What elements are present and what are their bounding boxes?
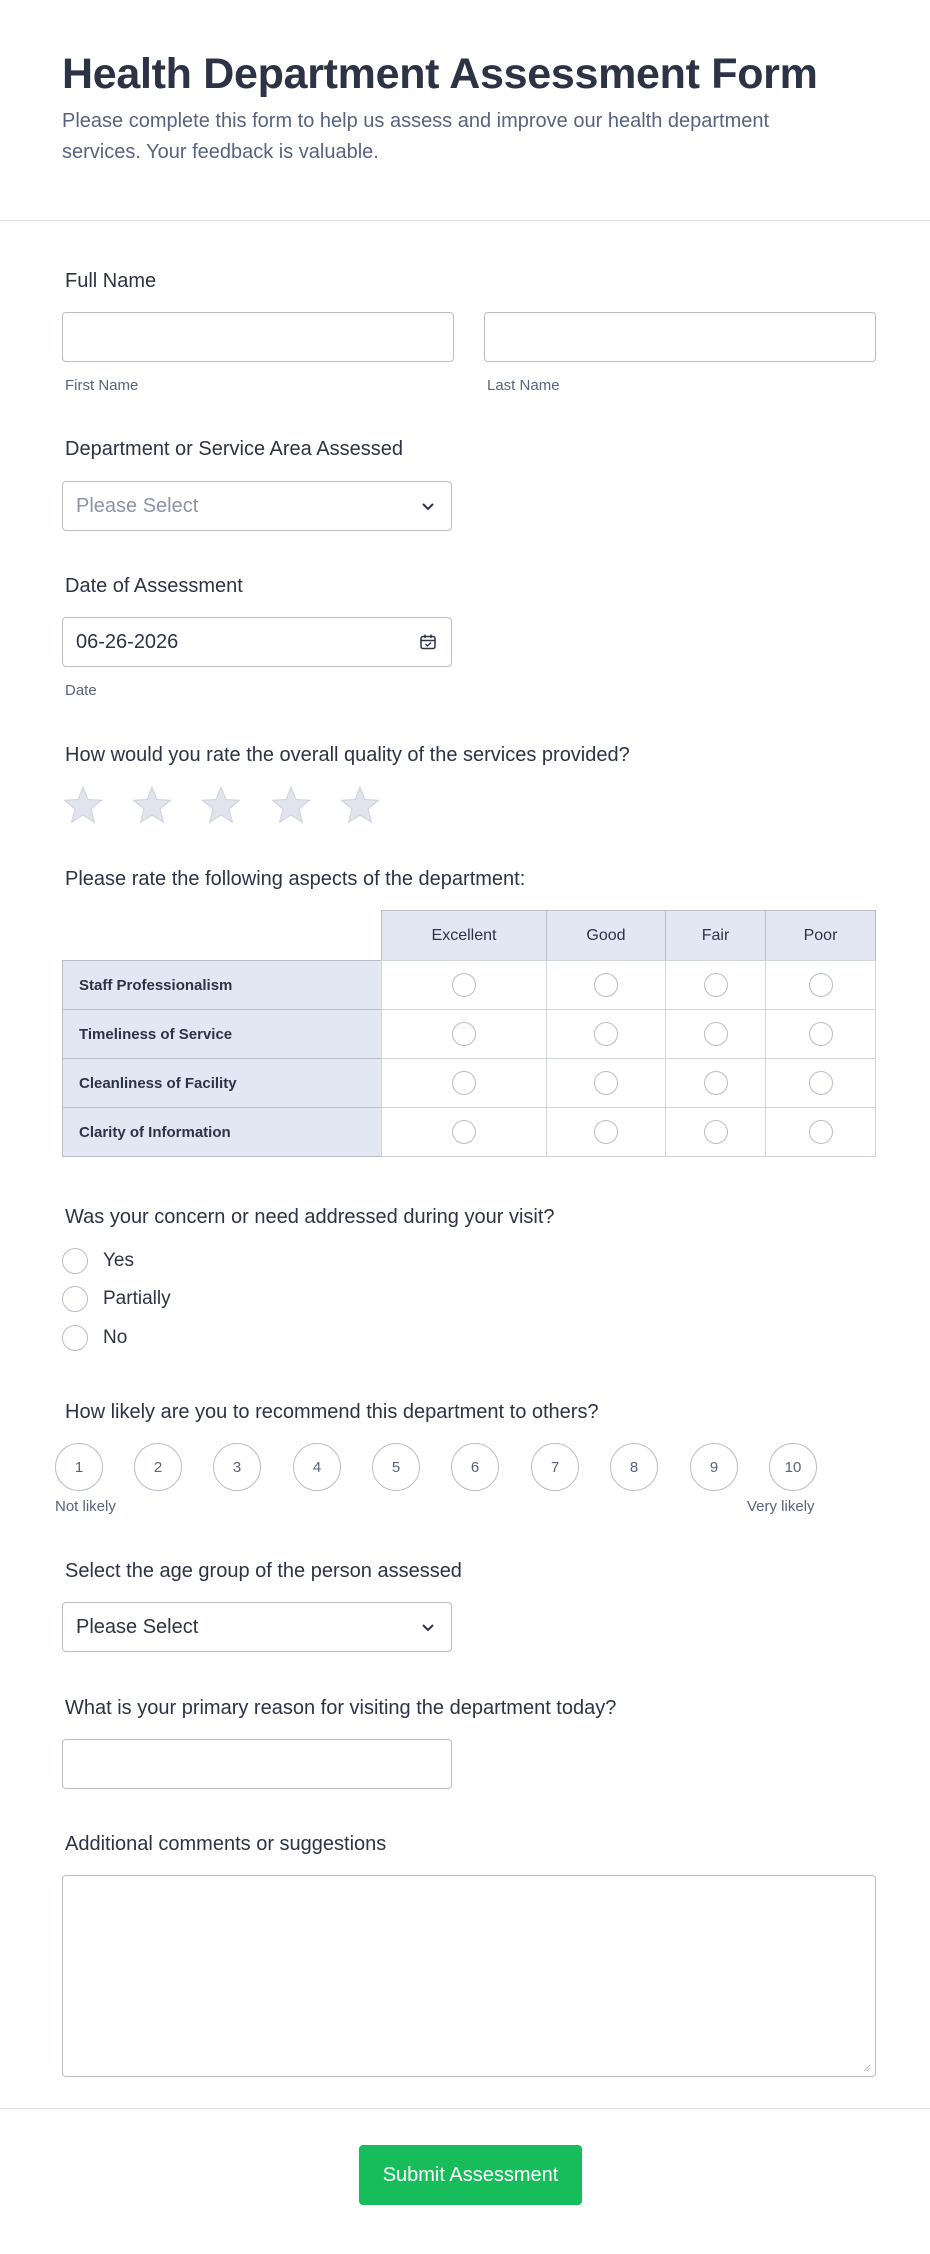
comments-label: Additional comments or suggestions: [65, 1833, 387, 1855]
comments-textarea[interactable]: [62, 1875, 876, 2077]
matrix-cell: [665, 1058, 766, 1108]
matrix-radio[interactable]: [704, 1120, 728, 1144]
submit-button[interactable]: Submit Assessment: [359, 2145, 582, 2205]
matrix-col-fair: Fair: [665, 910, 766, 961]
star-icon-5[interactable]: [339, 784, 381, 826]
resize-handle-icon[interactable]: [861, 2062, 871, 2072]
matrix-radio[interactable]: [809, 1071, 833, 1095]
matrix-cell: [381, 960, 547, 1010]
matrix-radio[interactable]: [704, 973, 728, 997]
form-subtitle: Please complete this form to help us assess and improve our health department services. Your feedback is valuable.: [62, 110, 770, 163]
radio-button[interactable]: [62, 1325, 88, 1351]
star-icon-1[interactable]: [62, 784, 104, 826]
matrix-cell: [665, 960, 766, 1010]
scale-option-3[interactable]: 3: [213, 1443, 261, 1491]
matrix-col-poor: Poor: [765, 910, 876, 961]
matrix-radio[interactable]: [594, 1071, 618, 1095]
matrix-cell: [381, 1058, 547, 1108]
scale-low-label: Not likely: [55, 1498, 116, 1515]
star-icon-3[interactable]: [200, 784, 242, 826]
reason-input[interactable]: [62, 1739, 452, 1789]
scale-option-1[interactable]: 1: [55, 1443, 103, 1491]
matrix-radio[interactable]: [809, 973, 833, 997]
matrix-radio[interactable]: [704, 1022, 728, 1046]
department-selected-value: Please Select: [76, 494, 199, 517]
star-icon-4[interactable]: [270, 784, 312, 826]
scale-option-2[interactable]: 2: [134, 1443, 182, 1491]
matrix-cell: [381, 1107, 547, 1157]
form-title: Health Department Assessment Form: [62, 50, 818, 98]
matrix-radio[interactable]: [594, 1022, 618, 1046]
first-name-sublabel: First Name: [65, 377, 139, 394]
concern-option-label: Yes: [103, 1250, 134, 1271]
date-sublabel: Date: [65, 682, 97, 699]
matrix-cell: [546, 960, 666, 1010]
footer-divider: [0, 2108, 930, 2109]
scale-option-6[interactable]: 6: [451, 1443, 499, 1491]
star-icon-2[interactable]: [131, 784, 173, 826]
scale-option-7[interactable]: 7: [531, 1443, 579, 1491]
matrix-cell: [546, 1058, 666, 1108]
matrix-label: Please rate the following aspects of the department:: [65, 868, 526, 890]
scale-option-9[interactable]: 9: [690, 1443, 738, 1491]
age-group-select[interactable]: [62, 1602, 452, 1652]
matrix-radio[interactable]: [594, 973, 618, 997]
matrix-row-label: Cleanliness of Facility: [62, 1058, 382, 1108]
radio-button[interactable]: [62, 1286, 88, 1312]
matrix-radio[interactable]: [809, 1120, 833, 1144]
matrix-row-label: Staff Professionalism: [62, 960, 382, 1010]
date-input[interactable]: [62, 617, 452, 667]
chevron-down-icon: [419, 497, 437, 515]
scale-high-label: Very likely: [747, 1498, 815, 1515]
date-value: 06-26-2026: [76, 630, 179, 653]
matrix-radio[interactable]: [452, 973, 476, 997]
scale-option-5[interactable]: 5: [372, 1443, 420, 1491]
matrix-cell: [765, 960, 876, 1010]
concern-option-label: No: [103, 1327, 128, 1348]
concern-option-label: Partially: [103, 1288, 171, 1309]
matrix-cell: [765, 1058, 876, 1108]
concern-option-partially[interactable]: [62, 1286, 171, 1312]
scale-option-8[interactable]: 8: [610, 1443, 658, 1491]
matrix-row-label: Clarity of Information: [62, 1107, 382, 1157]
matrix-row-label: Timeliness of Service: [62, 1009, 382, 1059]
radio-button[interactable]: [62, 1248, 88, 1274]
matrix-radio[interactable]: [594, 1120, 618, 1144]
full-name-label: Full Name: [65, 270, 157, 292]
matrix-col-excellent: Excellent: [381, 910, 547, 961]
matrix-radio[interactable]: [452, 1071, 476, 1095]
department-label: Department or Service Area Assessed: [65, 438, 403, 460]
matrix-radio[interactable]: [452, 1022, 476, 1046]
department-select[interactable]: [62, 481, 452, 531]
matrix-cell: [765, 1009, 876, 1059]
concern-label: Was your concern or need addressed during your visit?: [65, 1206, 555, 1228]
matrix-cell: [665, 1009, 766, 1059]
date-label: Date of Assessment: [65, 575, 243, 597]
concern-option-yes[interactable]: [62, 1248, 134, 1274]
first-name-input[interactable]: [62, 312, 454, 362]
matrix-cell: [665, 1107, 766, 1157]
matrix-cell: [381, 1009, 547, 1059]
scale-option-10[interactable]: 10: [769, 1443, 817, 1491]
quality-label: How would you rate the overall quality of the services provided?: [65, 744, 630, 766]
form-header: [0, 0, 930, 221]
recommend-label: How likely are you to recommend this department to others?: [65, 1401, 599, 1423]
scale-option-4[interactable]: 4: [293, 1443, 341, 1491]
age-group-selected-value: Please Select: [76, 1615, 199, 1638]
concern-option-no[interactable]: [62, 1325, 127, 1351]
calendar-icon[interactable]: [419, 633, 437, 651]
last-name-sublabel: Last Name: [487, 377, 560, 394]
matrix-radio[interactable]: [809, 1022, 833, 1046]
matrix-cell: [546, 1107, 666, 1157]
reason-label: What is your primary reason for visiting the department today?: [65, 1697, 617, 1719]
matrix-col-good: Good: [546, 910, 666, 961]
age-group-label: Select the age group of the person assessed: [65, 1560, 462, 1582]
matrix-radio[interactable]: [704, 1071, 728, 1095]
matrix-radio[interactable]: [452, 1120, 476, 1144]
matrix-cell: [765, 1107, 876, 1157]
last-name-input[interactable]: [484, 312, 876, 362]
matrix-cell: [546, 1009, 666, 1059]
chevron-down-icon: [419, 1618, 437, 1636]
